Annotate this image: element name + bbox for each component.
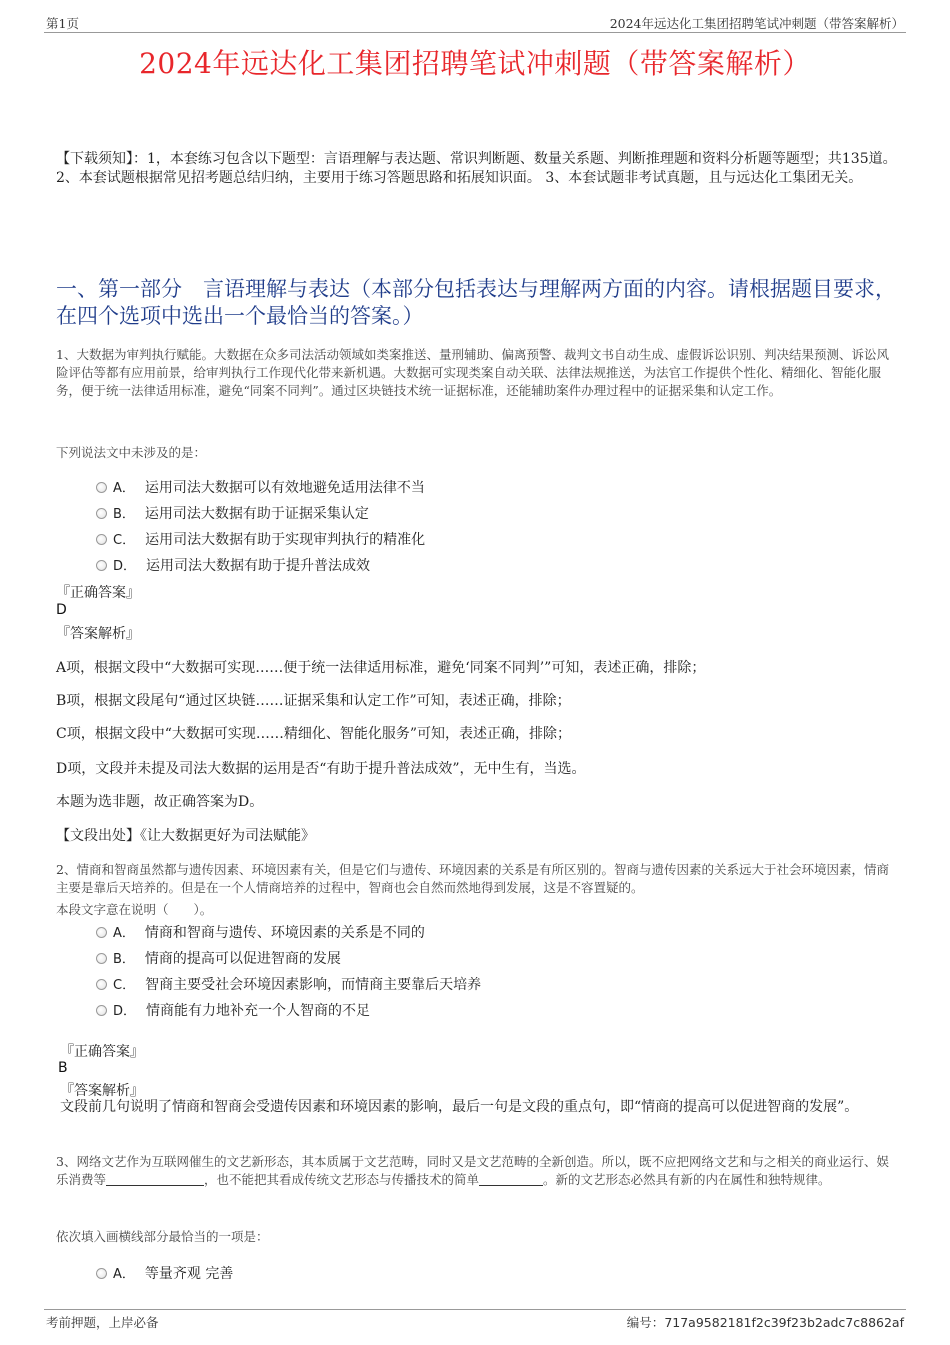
radio-icon[interactable]	[96, 953, 107, 964]
document-code: 编号：717a9582181f2c39f23b2adc7c8862af	[626, 1315, 904, 1330]
question-2-prompt: 本段文字意在说明（ ）。	[56, 902, 213, 917]
question-1-option-c[interactable]: C． 运用司法大数据有助于实现审判执行的精准化	[96, 529, 425, 549]
header-divider	[44, 32, 906, 33]
question-3-stem: 3、网络文艺作为互联网催生的文艺新形态，其本质属于文艺范畴，同时又是文艺范畴的全新创造。所以，既不应把网络文艺和与之相关的商业运行、娱乐消费等 ，也不能把其看成传统文艺形态与传播技术的简单 。新的文艺形态必然具有新的内在属性和独特规律。	[56, 1154, 889, 1187]
footer-divider	[44, 1309, 906, 1310]
question-2-answer-label: 『正确答案』	[60, 1044, 144, 1060]
question-1-answer-label: 『正确答案』	[56, 585, 140, 601]
document-title: 2024年远达化工集团招聘笔试冲刺题（带答案解析）	[139, 47, 811, 80]
question-1-option-b[interactable]: B． 运用司法大数据有助于证据采集认定	[96, 503, 369, 523]
fill-blank-2[interactable]	[479, 1173, 543, 1186]
question-1-answer: D	[56, 602, 67, 618]
question-1-source: 【文段出处】《让大数据更好为司法赋能》	[56, 828, 315, 844]
radio-icon[interactable]	[96, 1005, 107, 1016]
fill-blank-1[interactable]	[106, 1173, 204, 1186]
question-1-analysis-a: A项，根据文段中“大数据可实现……便于统一法律适用标准，避免‘同案不同判’”可知，表述正确，排除；	[56, 660, 706, 676]
page-number: 第1页	[46, 16, 79, 31]
footer-slogan: 考前押题，上岸必备	[46, 1315, 159, 1330]
question-2-option-c[interactable]: C． 智商主要受社会环境因素影响，而情商主要靠后天培养	[96, 974, 481, 994]
question-1-stem: 1、大数据为审判执行赋能。大数据在众多司法活动领域如类案推送、量刑辅助、偏离预警、裁判文书自动生成、虚假诉讼识别、判决结果预测、诉讼风险评估等都有应用前景，给审判执行工作现代化带来新机遇。大数据可实现类案自动关联、法律法规推送，为法官工作提供个性化、精细化、智能化服务，便于统一法律适用标准，避免“同案不同判”。通过区块链技术统一证据标准，还能辅助案件办理过程中的证据采集和认定工作。	[56, 347, 889, 398]
question-1-analysis-c: C项，根据文段中“大数据可实现……精细化、智能化服务”可知，表述正确，排除；	[56, 726, 572, 742]
question-1-conclusion: 本题为选非题，故正确答案为D。	[56, 794, 264, 810]
question-3-prompt: 依次填入画横线部分最恰当的一项是：	[56, 1229, 269, 1244]
question-1-analysis-label: 『答案解析』	[56, 626, 140, 642]
question-2-option-d[interactable]: D． 情商能有力地补充一个人智商的不足	[96, 1000, 370, 1020]
question-1-analysis-b: B项，根据文段尾句“通过区块链……证据采集和认定工作”可知，表述正确，排除；	[56, 693, 571, 709]
question-1-analysis-d: D项，文段并未提及司法大数据的运用是否“有助于提升普法成效”，无中生有，当选。	[56, 761, 586, 777]
radio-icon[interactable]	[96, 979, 107, 990]
question-2-option-b[interactable]: B． 情商的提高可以促进智商的发展	[96, 948, 341, 968]
section-heading: 一、第一部分 言语理解与表达（本部分包括表达与理解两方面的内容。请根据题目要求，在四个选项中选出一个最恰当的答案。）	[56, 277, 896, 328]
question-2-analysis: 文段前几句说明了情商和智商会受遗传因素和环境因素的影响，最后一句是文段的重点句，即“情商的提高可以促进智商的发展”。	[60, 1099, 859, 1115]
radio-icon[interactable]	[96, 508, 107, 519]
question-1-prompt: 下列说法文中未涉及的是：	[56, 445, 207, 460]
question-2-answer: B	[58, 1060, 68, 1076]
question-2-option-a[interactable]: A． 情商和智商与遗传、环境因素的关系是不同的	[96, 922, 425, 942]
radio-icon[interactable]	[96, 1268, 107, 1279]
radio-icon[interactable]	[96, 482, 107, 493]
running-title: 2024年远达化工集团招聘笔试冲刺题（带答案解析）	[609, 16, 904, 31]
question-1-option-a[interactable]: A． 运用司法大数据可以有效地避免适用法律不当	[96, 477, 425, 497]
radio-icon[interactable]	[96, 534, 107, 545]
question-3-option-a[interactable]: A． 等量齐观 完善	[96, 1263, 233, 1283]
question-2-stem: 2、情商和智商虽然都与遗传因素、环境因素有关，但是它们与遗传、环境因素的关系是有所区别的。智商与遗传因素的关系远大于社会环境因素，情商主要是靠后天培养的。但是在一个人情商培养的过程中，智商也会自然而然地得到发展，这是不容置疑的。	[56, 862, 889, 895]
question-1-option-d[interactable]: D． 运用司法大数据有助于提升普法成效	[96, 555, 370, 575]
download-notice: 【下载须知】：1，本套练习包含以下题型：言语理解与表达题、常识判断题、数量关系题、判断推理题和资料分析题等题型；共135道。 2、本套试题根据常见招考题总结归纳，主要用于练习答题思路和拓展知识面。 3、本套试题非考试真题，且与远达化工集团无关。	[56, 151, 897, 186]
radio-icon[interactable]	[96, 927, 107, 938]
question-2-analysis-label: 『答案解析』	[60, 1083, 144, 1099]
radio-icon[interactable]	[96, 560, 107, 571]
